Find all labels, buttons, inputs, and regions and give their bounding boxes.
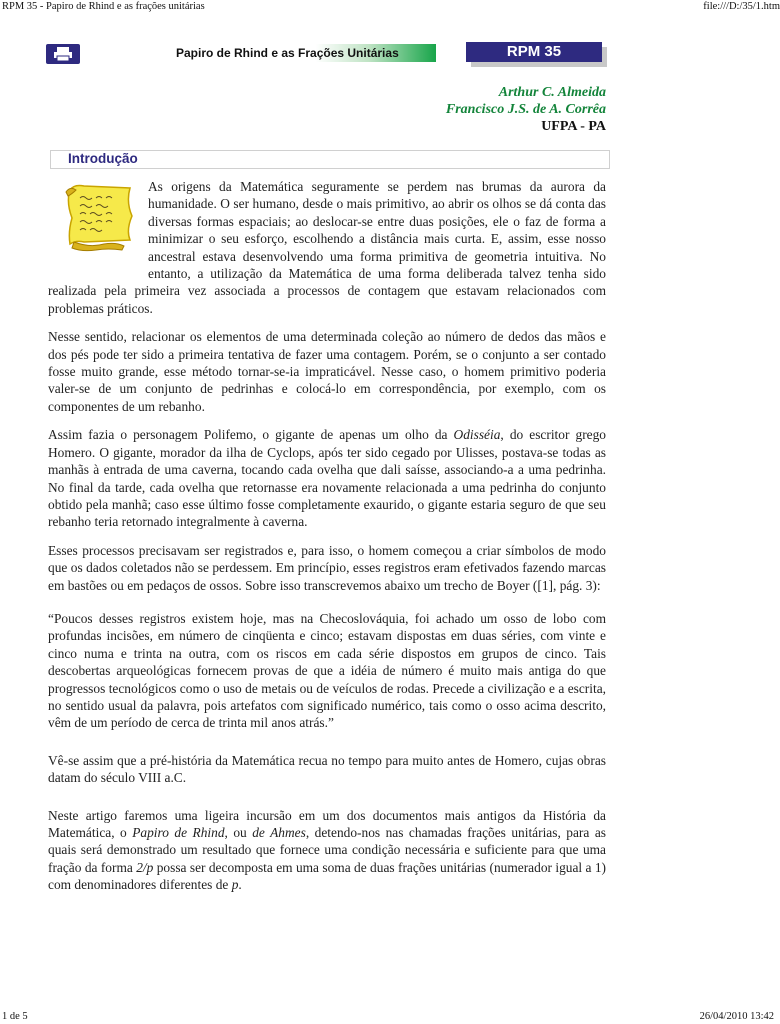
paragraph-2: Nesse sentido, relacionar os elementos de uma determinada coleção ao número de dedos das mãos e dos pés pode ter sido a primeira tentativa de fazer uma contagem. Porém, se o conjunto a ser contado fosse muito grande, esse método tornar-se-ia impraticável. Nesse caso, o homem primitivo poderia valer-se de um conjunto de pedrinhas e colocá-lo em correspondência, por exemplo, com os componentes de um rebanho. [48,329,606,414]
print-datetime: 26/04/2010 13:42 [699,1011,774,1022]
paragraph-6-text-e: . [238,877,242,893]
browser-print-footer [0,1011,774,1024]
p-emphasis: p [231,877,239,893]
print-page-title: RPM 35 - Papiro de Rhind e as frações unitárias [2,1,205,12]
article-title: Papiro de Rhind e as Frações Unitárias [176,46,399,60]
section-title: Introdução [68,151,138,166]
author-institution: UFPA - PA [541,119,606,134]
author-name-1: Arthur C. Almeida [498,85,606,100]
paragraph-6-text-c: , detendo-nos nas chamadas frações unitárias, para as quais será demonstrado um resultado que fornece uma condição necessária e suficiente para que uma fração da forma [48,825,606,875]
boyer-quote: “Poucos desses registros existem hoje, mas na Checoslováquia, foi achado um osso de lobo com profundas incisões, em número de cinqüenta e cinco; estavam dispostas em duas séries, com vinte e cinco numa e trinta na outra, com os riscos em cada série dispostos em grupos de cinco. Tais descobertas arqueológicas fornecem provas de que a idéia de número é muito mais antiga do que progressos tecnológicos como o uso de metais ou de veículos de rodas. Precede a civilização e a escrita, no sentido usual da palavra, pois artefatos com significado numérico, tais como o osso acima descrito, vêm de um período de cerca de trinta mil anos atrás.” [48,610,606,731]
print-page-url: file:///D:/35/1.htm [703,1,780,12]
page-counter: 1 de 5 [2,1011,28,1022]
paragraph-3-text-b: , do escritor grego Homero. O gigante, morador da ilha de Cyclops, após ter sido cegado por Ulisses, postava-se todas as manhãs à entrada de uma caverna, tocando cada ovelha que dali saísse, associando-a a uma pedrinha. No final da tarde, cada ovelha que retornasse era novamente relacionada a uma pedrinha do conjunto obtido pela manhã; caso esse último fosse completamente exaurido, o gigante estaria seguro de que seu rebanho teria retornado integralmente à caverna. [48,427,606,530]
paragraph-6-text-d: possa ser decomposta em uma soma de duas frações unitárias (numerador igual a 1) com denominadores diferentes de [48,859,607,893]
image-float-spacer [48,178,148,268]
papiro-rhind-emphasis: Papiro de Rhind [132,825,225,840]
browser-print-header [0,0,780,16]
article-body [48,178,606,905]
section-header-introducao [50,150,610,169]
paragraph-6-text-a: Neste artigo faremos uma ligeira incursão em um dos documentos mais antigos da História da Matemática, o [48,807,606,840]
rpm-issue-badge[interactable]: RPM 35 [466,42,602,62]
ahmes-emphasis: de Ahmes [252,825,306,840]
author-name-2: Francisco J.S. de A. Corrêa [445,102,606,117]
author-block [446,84,606,135]
paragraph-1 [48,178,606,317]
paragraph-1-text: As origens da Matemática seguramente se perdem nas brumas da aurora da humanidade. O ser humano, desde o mais primitivo, ao abrir os olhos se dá conta das diversas formas espaciais; ao deslocar-se entre duas posições, ele o faz de forma a minimizar o seu esforço, escolhendo a distância mais curta. E, assim, esse nosso ancestral estava desenvolvendo uma forma primitiva de geometria intuitiva. No entanto, a utilização da Matemática de uma forma deliberada talvez tenha sido realizada pela primeira vez associada a processos de contagem que estavam relacionados com problemas práticos. [48,179,606,316]
paragraph-3 [48,426,606,530]
paragraph-4: Esses processos precisavam ser registrados e, para isso, o homem começou a criar símbolos de modo que os dados coletados não se perdessem. Em princípio, esses registros eram efetivados fazendo marcas em bastões ou em pedaços de ossos. Sobre isso transcrevemos abaixo um trecho de Boyer ([1], pág. 3): [48,542,606,593]
paragraph-6 [48,807,606,894]
fraction-2p-emphasis: 2/p [136,859,154,875]
article-title-banner [168,44,436,62]
printer-icon [53,47,73,61]
paragraph-3-text-a: Assim fazia o personagem Polifemo, o gigante de apenas um olho da [48,427,454,443]
paragraph-6-text-b: , ou [224,825,253,840]
print-button[interactable] [46,44,80,64]
paragraph-5: Vê-se assim que a pré-história da Matemática recua no tempo para muito antes de Homero, cujas obras datam do século VIII a.C. [48,752,606,786]
article-header-bar [0,40,768,70]
odisseia-emphasis: Odisséia [453,427,501,443]
